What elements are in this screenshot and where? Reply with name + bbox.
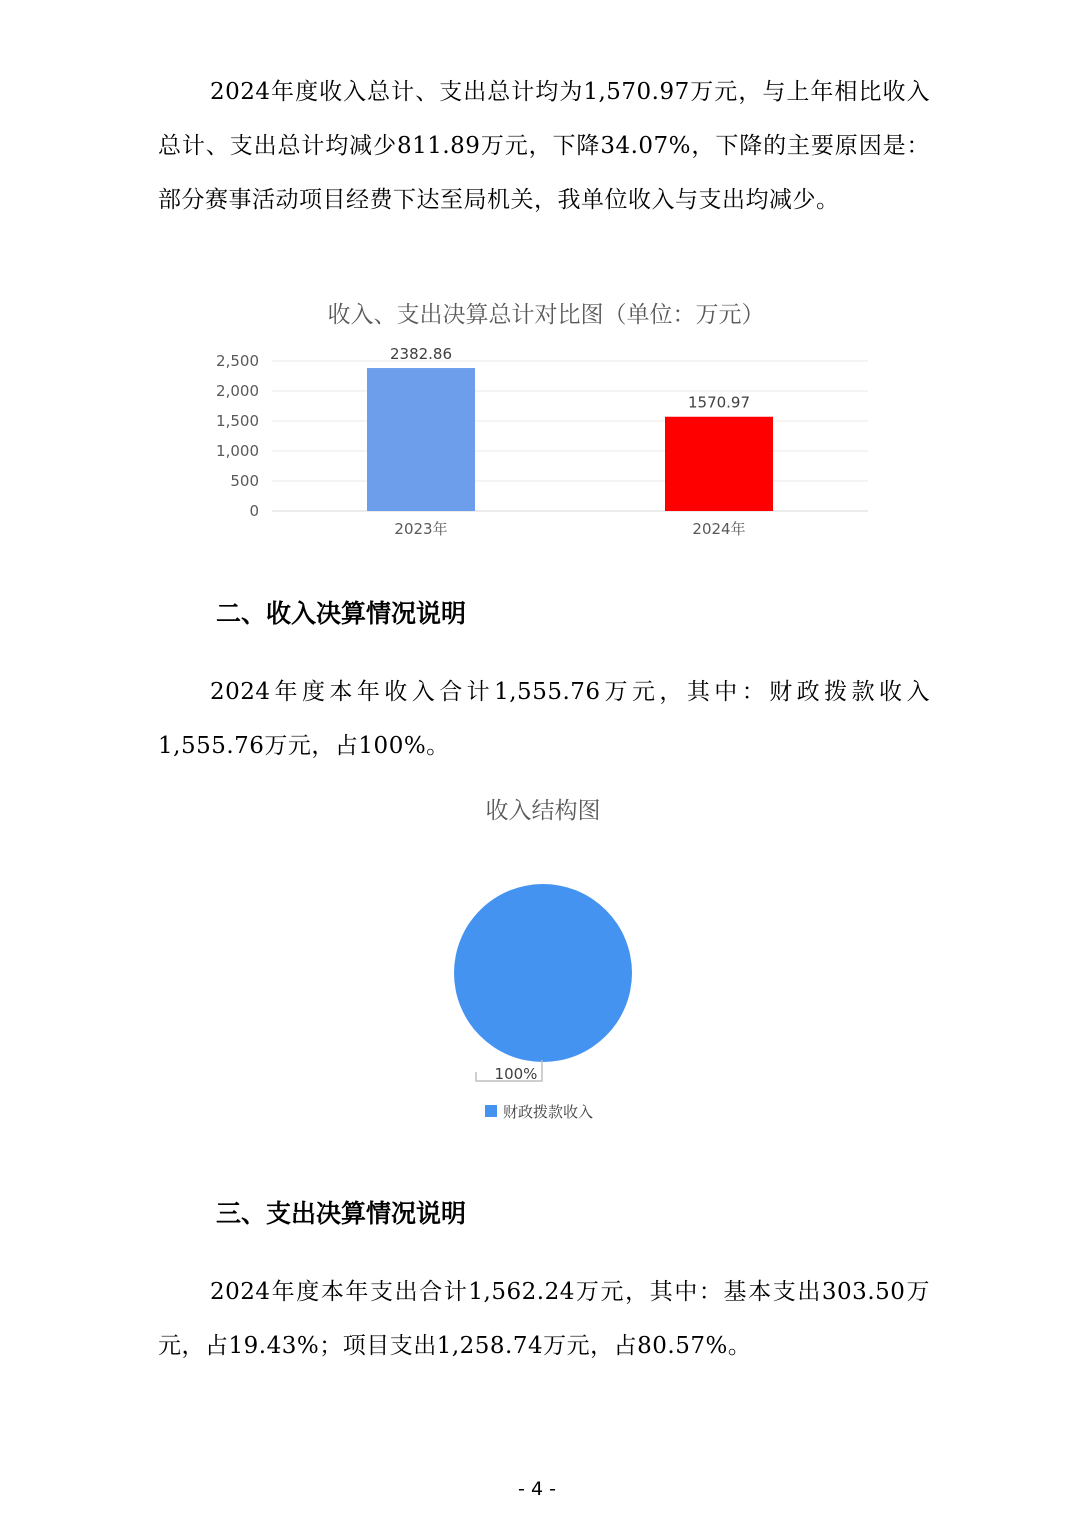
x-tick-label: 2024年: [692, 520, 746, 538]
section-heading-income: 二、收入决算情况说明: [216, 599, 467, 628]
pie-chart-title: 收入结构图: [485, 798, 601, 824]
bar-data-label: 2382.86: [389, 345, 453, 364]
bar-2: [665, 417, 773, 511]
y-tick-label: 500: [230, 472, 259, 490]
bar-chart-title: 收入、支出决算总计对比图（单位：万元）: [327, 302, 765, 328]
section-heading-expense: 三、支出决算情况说明: [216, 1199, 467, 1228]
y-tick-label: 0: [249, 502, 259, 520]
page-number: - 4 -: [518, 1478, 556, 1500]
pie-chart: [380, 860, 710, 1130]
x-tick-label: 2023年: [394, 520, 448, 538]
paragraph-income: 2024年度本年收入合计1,555.76万元，其中：财政拨款收入1,555.76万元，占100%。: [158, 679, 930, 759]
y-tick-label: 2,000: [216, 382, 259, 400]
paragraph-expense: 2024年度本年支出合计1,562.24万元，其中：基本支出303.50万元，占19.43%；项目支出1,258.74万元，占80.57%。: [158, 1279, 930, 1359]
y-tick-label: 1,000: [216, 442, 259, 460]
y-tick-label: 2,500: [216, 352, 259, 370]
bar-1: [367, 368, 475, 511]
bar-data-label: 1570.97: [687, 393, 751, 412]
pie-data-label: 100%: [494, 1065, 538, 1083]
legend-swatch: [485, 1105, 497, 1117]
y-tick-label: 1,500: [216, 412, 259, 430]
paragraph-income-expense-total: 2024年度收入总计、支出总计均为1,570.97万元，与上年相比收入总计、支出总计均减少811.89万元，下降34.07%，下降的主要原因是：部分赛事活动项目经费下达至局机关，我单位收入与支出均减少。: [158, 79, 930, 213]
legend-label: 财政拨款收入: [503, 1103, 594, 1121]
bar-chart: [190, 340, 890, 550]
pie-slice-fiscal: [454, 884, 632, 1062]
